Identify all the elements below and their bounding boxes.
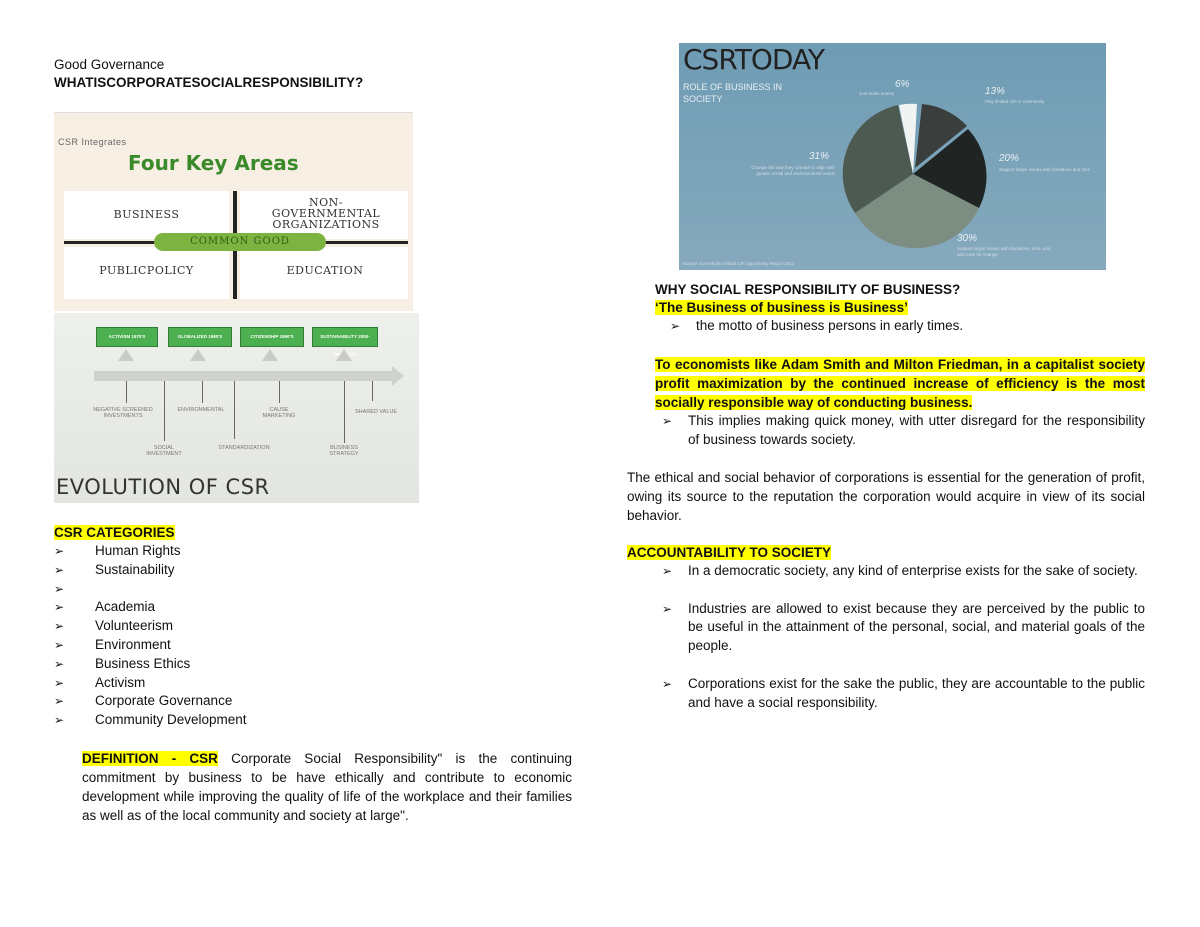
- pct-31: 31%: [809, 151, 830, 162]
- definition-label: DEFINITION - CSR: [82, 751, 218, 766]
- note-6: Just make money: [859, 91, 895, 96]
- stage-activism: ACTIVISM 1970'S: [96, 327, 158, 347]
- item-shared-value: SHARED VALUE: [354, 409, 398, 415]
- motto: ‘The Business of business is Business’: [655, 300, 908, 315]
- figure-caption: CSR Integrates: [58, 137, 127, 147]
- page-question: WHATISCORPORATESOCIALRESPONSIBILITY?: [54, 75, 364, 90]
- list-item: ➢ Environment: [54, 636, 171, 652]
- item-environmental: ENVIRONMENTAL: [177, 407, 225, 413]
- list-item: ➢ Corporate Governance: [54, 693, 233, 709]
- list-item: ➢: [54, 581, 65, 596]
- note-30: Support larger issues with donations, time, and advocate for change: [957, 246, 1051, 257]
- list-item: ➢ Business Ethics: [54, 655, 191, 671]
- figure-title: Four Key Areas: [128, 151, 299, 175]
- ethical-paragraph: The ethical and social behavior of corporations is essential for the generation of profit, owing its source to the reputation the corporation would acquire in view of its social behavior.: [627, 470, 1145, 523]
- area-public-policy: PUBLICPOLICY: [99, 264, 194, 277]
- figure-source: Source: Cone/Echo Global CR Opportunity Report 2011: [683, 261, 795, 266]
- item-cause-marketing: CAUSE MARKETING: [262, 407, 296, 419]
- accountability-title: ACCOUNTABILITY TO SOCIETY: [627, 545, 832, 560]
- definition-paragraph: [82, 749, 572, 825]
- pct-6: 6%: [895, 79, 910, 90]
- area-business: BUSINESS: [113, 208, 180, 221]
- csr-today-figure: [679, 43, 1106, 270]
- list-item: ➢ Industries are allowed to exist because they are perceived by the public to be useful in the attainment of the personal, social, and material goals of the people.: [662, 600, 1145, 654]
- why-title: WHY SOCIAL RESPONSIBILITY OF BUSINESS?: [655, 282, 961, 297]
- list-item: ➢ Human Rights: [54, 543, 181, 558]
- note-20: Support larger issues with donations and time: [999, 167, 1091, 172]
- pct-30: 30%: [957, 233, 978, 244]
- evolution-of-csr-figure: [54, 313, 419, 503]
- definition-text: Corporate Social Responsibility" is the continuing commitment by business to be have ethically and contribute to economic development while improving the quality of life of the workplace and their families as well as of the local community and society at large".: [82, 751, 572, 823]
- stage-citizenship: CITIZENSHIP 1990'S: [240, 327, 304, 347]
- list-item: ➢ Community Development: [54, 712, 247, 728]
- list-item: ➢ the motto of business persons in early times.: [670, 318, 964, 333]
- list-item: ➢ In a democratic society, any kind of enterprise exists for the sake of society.: [662, 563, 1138, 578]
- figure-brand: CSRTODAY: [683, 43, 825, 76]
- motto-list: [670, 317, 1110, 336]
- area-ngo: NON- GOVERNMENTAL ORGANIZATIONS: [271, 196, 381, 231]
- pct-13: 13%: [985, 86, 1006, 97]
- list-item: ➢ This implies making quick money, with utter disregard for the responsibility of business towards society.: [662, 413, 1145, 447]
- list-item: ➢ Activism: [54, 674, 146, 690]
- list-item: ➢ Academia: [54, 599, 156, 615]
- accountability-list: [662, 562, 1145, 712]
- pct-20: 20%: [999, 153, 1020, 164]
- economists-list: [662, 412, 1145, 450]
- note-31: Change the way they operate to align with greater social and environmental needs: [751, 165, 835, 176]
- area-education: EDUCATION: [286, 264, 364, 277]
- common-good-label: COMMON GOOD: [154, 233, 326, 251]
- stage-sustainability: SUSTAINABILITY 2000-PRESENT: [312, 327, 378, 347]
- page-heading: Good Governance: [54, 57, 165, 72]
- categories-title: CSR CATEGORIES: [54, 525, 175, 540]
- categories-list: [54, 542, 454, 730]
- note-13: Play limited role in community: [985, 99, 1045, 104]
- item-business-strategy: BUSINESS STRATEGY: [329, 445, 359, 457]
- economists-paragraph: To economists like Adam Smith and Milton Friedman, in a capitalist society profit maximization by the continued increase of efficiency is the most socially responsible way of conducting business.: [655, 357, 1145, 410]
- evolution-title: EVOLUTION OF CSR: [56, 475, 270, 499]
- figure-subtitle: ROLE OF BUSINESS IN SOCIETY: [683, 82, 783, 104]
- list-item: ➢ Volunteerism: [54, 618, 174, 634]
- item-social-investment: SOCIAL INVESTMENT: [146, 445, 182, 457]
- item-negative-screened: NEGATIVE SCREENED INVESTMENTS: [93, 407, 153, 419]
- four-key-areas-figure: [54, 112, 413, 311]
- list-item: ➢ Sustainability: [54, 561, 175, 577]
- stage-globalized: GLOBALIZED 1980'S: [168, 327, 232, 347]
- pie-chart: [679, 43, 1106, 270]
- list-item: ➢ Corporations exist for the sake the public, they are accountable to the public and have a social responsibility.: [662, 675, 1145, 710]
- item-standardization: STANDARDIZATION: [218, 445, 270, 451]
